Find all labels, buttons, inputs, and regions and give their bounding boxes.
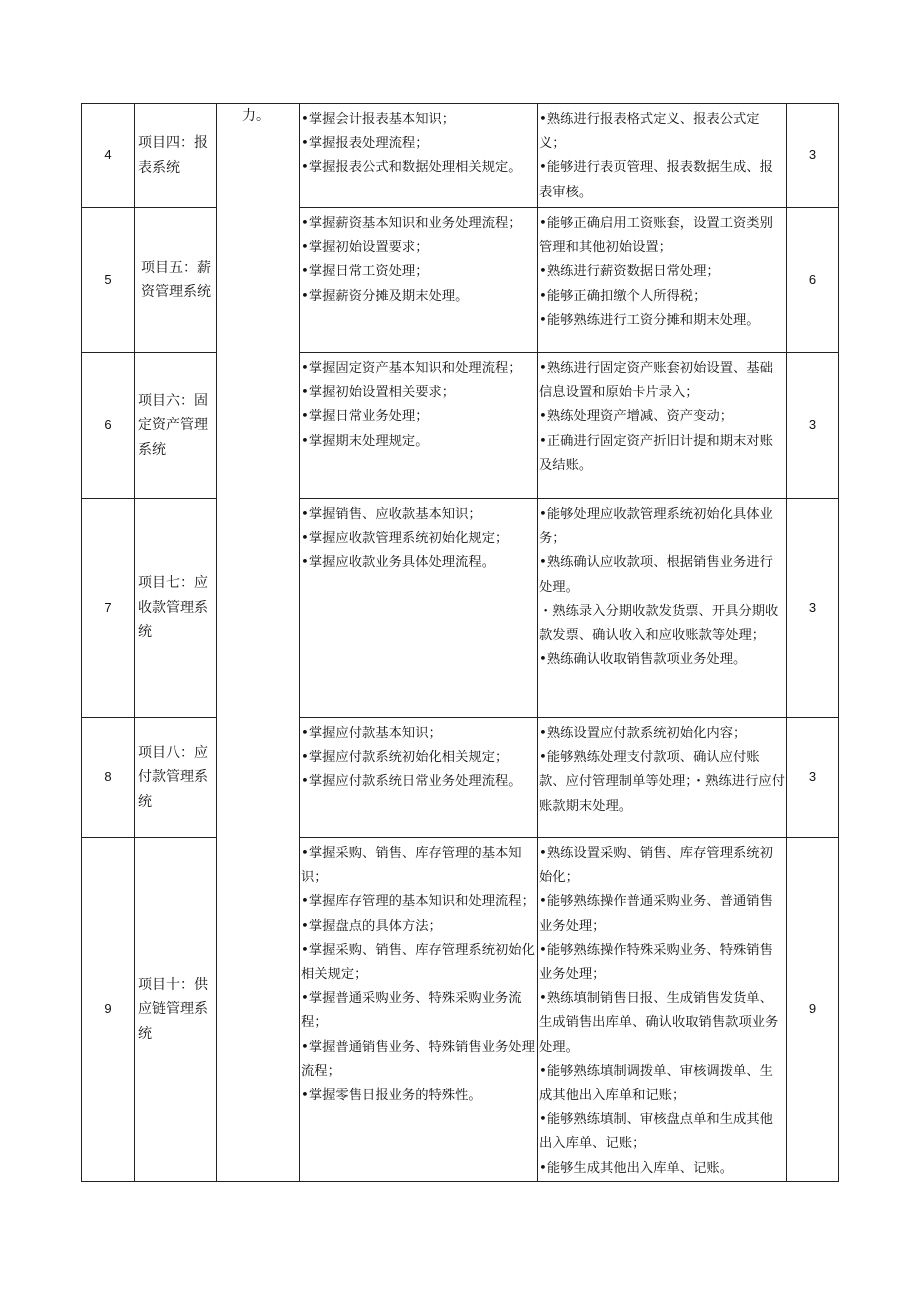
skill-requirements bbox=[538, 838, 787, 1182]
bullet-line: •能够正确扣缴个人所得税； bbox=[539, 288, 707, 304]
class-hours: 3 bbox=[787, 499, 839, 718]
row-number: 5 bbox=[82, 208, 135, 353]
knowledge-requirements bbox=[300, 353, 538, 499]
bullet-line: •能够进行表页管理、报表数据生成、报表审核。 bbox=[539, 160, 773, 200]
bullet-line: •掌握采购、销售、库存管理系统初始化相关规定； bbox=[301, 942, 535, 983]
class-hours: 3 bbox=[787, 718, 839, 838]
class-hours: 9 bbox=[787, 838, 839, 1182]
bullet-line: •掌握薪资分摊及期末处理。 bbox=[301, 288, 469, 304]
table-row bbox=[82, 104, 839, 208]
row-number: 9 bbox=[82, 838, 135, 1182]
bullet-line: •能够熟练处理支付款项、确认应付账款、应付管理制单等处理；・熟练进行应付账款期末处理。 bbox=[539, 750, 785, 814]
bullet-line: •掌握普通销售业务、特殊销售业务处理流程； bbox=[301, 1039, 535, 1079]
bullet-line: •掌握销售、应收款基本知识； bbox=[301, 507, 482, 522]
table-row bbox=[82, 208, 839, 353]
row-number: 4 bbox=[82, 104, 135, 208]
bullet-line: •熟练设置应付款系统初始化内容； bbox=[539, 726, 747, 741]
project-name: 项目八：应付款管理系统 bbox=[135, 718, 217, 838]
bullet-line: •熟练确认收取销售款项业务处理。 bbox=[539, 652, 747, 668]
row-number: 7 bbox=[82, 499, 135, 718]
skill-requirements bbox=[538, 104, 787, 208]
bullet-line: •掌握应收款业务具体处理流程。 bbox=[301, 555, 495, 571]
bullet-line: •能够熟练进行工资分摊和期末处理。 bbox=[539, 312, 760, 328]
knowledge-requirements bbox=[300, 499, 538, 718]
bullet-line: •掌握库存管理的基本知识和处理流程； bbox=[301, 894, 535, 910]
project-name: 项目四：报表系统 bbox=[135, 104, 217, 208]
class-hours: 3 bbox=[787, 353, 839, 499]
bullet-line: •掌握报表处理流程； bbox=[301, 136, 429, 152]
row-number: 8 bbox=[82, 718, 135, 838]
table-row bbox=[82, 353, 839, 499]
bullet-line: •掌握期末处理规定。 bbox=[301, 433, 429, 449]
course-content-table bbox=[81, 103, 839, 1182]
bullet-line: •熟练填制销售日报、生成销售发货单、生成销售出库单、确认收取销售款项业务处理。 bbox=[539, 991, 779, 1055]
bullet-line: •掌握零售日报业务的特殊性。 bbox=[301, 1088, 482, 1104]
bullet-line: •掌握初始设置相关要求； bbox=[301, 385, 456, 401]
merged-ability-cell: 力。 bbox=[217, 104, 300, 1182]
bullet-line: •能够处理应收款管理系统初始化具体业务； bbox=[539, 507, 773, 547]
bullet-line: •熟练处理资产增减、资产变动； bbox=[539, 409, 733, 425]
skill-requirements bbox=[538, 353, 787, 499]
bullet-line: •熟练确认应收款项、根据销售业务进行处理。 bbox=[539, 555, 773, 595]
table-row bbox=[82, 718, 839, 838]
bullet-line: •能够熟练操作普通采购业务、普通销售业务处理； bbox=[539, 894, 773, 934]
bullet-line: •能够熟练填制、审核盘点单和生成其他出入库单、记账； bbox=[539, 1112, 773, 1152]
project-name: 项目十：供应链管理系统 bbox=[135, 838, 217, 1182]
knowledge-requirements bbox=[300, 838, 538, 1182]
bullet-line: •掌握会计报表基本知识； bbox=[301, 112, 456, 127]
bullet-line: •掌握应付款基本知识； bbox=[301, 726, 442, 741]
bullet-line: •能够熟练操作特殊采购业务、特殊销售业务处理； bbox=[539, 942, 773, 983]
knowledge-requirements bbox=[300, 104, 538, 208]
bullet-line: •掌握报表公式和数据处理相关规定。 bbox=[301, 160, 522, 176]
bullet-line: •掌握日常工资处理； bbox=[301, 264, 429, 280]
class-hours: 6 bbox=[787, 208, 839, 353]
knowledge-requirements bbox=[300, 208, 538, 353]
project-name: 项目六：固定资产管理系统 bbox=[135, 353, 217, 499]
bullet-line: ・熟练录入分期收款发货票、开具分期收款发票、确认收入和应收账款等处理； bbox=[539, 603, 779, 644]
bullet-line: •能够正确启用工资账套，设置工资类别管理和其他初始设置； bbox=[539, 216, 773, 256]
bullet-line: •掌握应付款系统日常业务处理流程。 bbox=[301, 774, 522, 790]
bullet-line: •掌握日常业务处理； bbox=[301, 409, 429, 425]
bullet-line: •熟练进行报表格式定义、报表公式定义； bbox=[539, 112, 760, 152]
class-hours: 3 bbox=[787, 104, 839, 208]
bullet-line: •掌握薪资基本知识和业务处理流程； bbox=[301, 216, 522, 231]
project-name: 项目五：薪资管理系统 bbox=[135, 208, 217, 353]
bullet-line: •掌握盘点的具体方法； bbox=[301, 918, 442, 934]
project-name: 项目七：应收款管理系统 bbox=[135, 499, 217, 718]
bullet-line: •能够熟练填制调拨单、审核调拨单、生成其他出入库单和记账； bbox=[539, 1063, 773, 1104]
bullet-line: •掌握固定资产基本知识和处理流程； bbox=[301, 361, 522, 376]
table-row bbox=[82, 838, 839, 1182]
row-number: 6 bbox=[82, 353, 135, 499]
skill-requirements bbox=[538, 718, 787, 838]
knowledge-requirements bbox=[300, 718, 538, 838]
table-row bbox=[82, 499, 839, 718]
bullet-line: •正确进行固定资产折旧计提和期末对账及结账。 bbox=[539, 433, 773, 473]
bullet-line: •掌握应收款管理系统初始化规定； bbox=[301, 531, 509, 547]
bullet-line: •掌握采购、销售、库存管理的基本知识； bbox=[301, 846, 522, 886]
bullet-line: •能够生成其他出入库单、记账。 bbox=[539, 1160, 733, 1176]
bullet-line: •掌握应付款系统初始化相关规定； bbox=[301, 750, 509, 766]
skill-requirements bbox=[538, 208, 787, 353]
skill-requirements bbox=[538, 499, 787, 718]
bullet-line: •掌握普通采购业务、特殊采购业务流程； bbox=[301, 991, 522, 1031]
bullet-line: •熟练设置采购、销售、库存管理系统初始化； bbox=[539, 846, 773, 886]
bullet-line: •熟练进行薪资数据日常处理； bbox=[539, 264, 720, 280]
bullet-line: •熟练进行固定资产账套初始设置、基础信息设置和原始卡片录入； bbox=[539, 361, 773, 401]
bullet-line: •掌握初始设置要求； bbox=[301, 240, 429, 256]
